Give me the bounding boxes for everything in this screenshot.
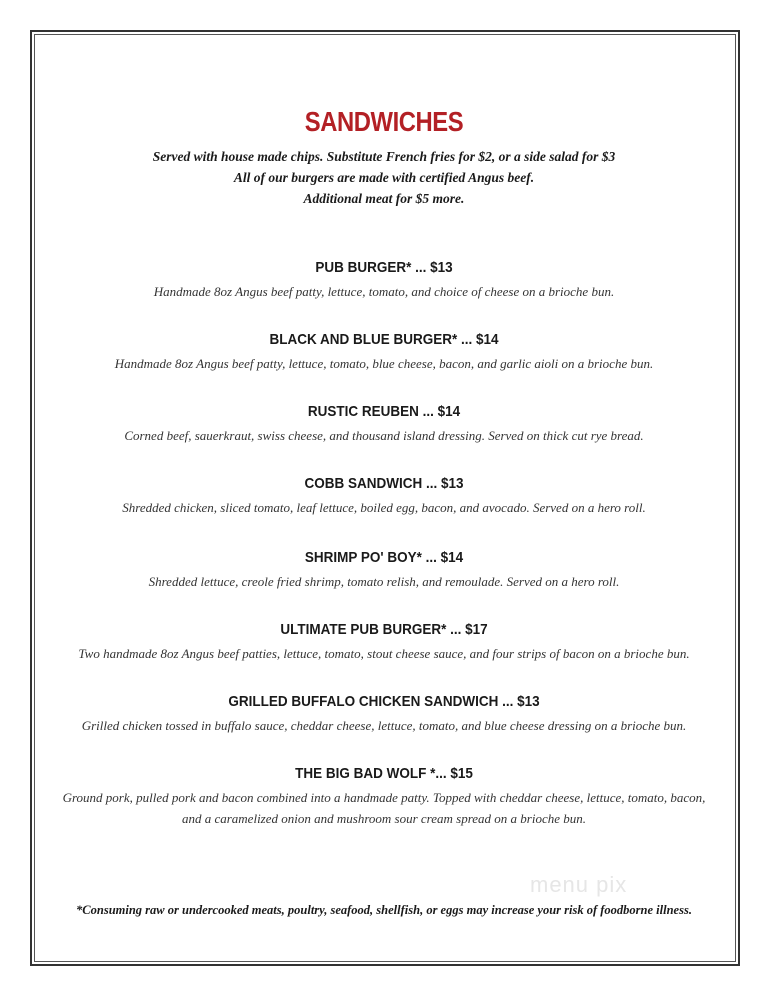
menu-item-name: RUSTIC REUBEN ... $14 [307,403,461,420]
menu-item-description: Shredded lettuce, creole fried shrimp, tomato relish, and remoulade. Served on a hero roll. [148,574,620,589]
menu-item-description-line: Ground pork, pulled pork and bacon combined into a handmade patty. Topped with cheddar cheese, lettuce, tomato, bacon, [62,790,706,805]
menu-item-description: Handmade 8oz Angus beef patty, lettuce, tomato, and choice of cheese on a brioche bun. [153,284,615,299]
subtitle-line: Additional meat for $5 more. [303,191,465,206]
food-safety-disclaimer: *Consuming raw or undercooked meats, poultry, seafood, shellfish, or eggs may increase your risk of foodborne illness. [76,903,692,917]
watermark-logo: menu pix [530,872,628,897]
subtitle-line: Served with house made chips. Substitute French fries for $2, or a side salad for $3 [152,149,616,164]
menu-item-rustic-reuben [40,402,728,446]
menu-item-description: Two handmade 8oz Angus beef patties, lettuce, tomato, stout cheese sauce, and four strips of bacon on a brioche bun. [78,646,690,661]
menu-item-name: SHRIMP PO' BOY* ... $14 [304,549,464,566]
menu-item-description: Shredded chicken, sliced tomato, leaf lettuce, boiled egg, bacon, and avocado. Served on a hero roll. [122,500,646,515]
menu-item-big-bad-wolf [40,764,728,829]
menu-item-description: Handmade 8oz Angus beef patty, lettuce, tomato, blue cheese, bacon, and garlic aioli on a brioche bun. [114,356,654,371]
menu-item-name: BLACK AND BLUE BURGER* ... $14 [269,331,499,348]
subtitle-line: All of our burgers are made with certified Angus beef. [233,170,535,185]
menu-item-name: THE BIG BAD WOLF *... $15 [295,765,473,782]
menu-item-pub-burger [40,258,728,302]
menu-item-black-and-blue-burger [40,330,728,374]
menu-item-ultimate-pub-burger [40,620,728,664]
menu-item-cobb-sandwich [40,474,728,518]
menu-item-name: ULTIMATE PUB BURGER* ... $17 [280,621,488,638]
menu-item-description: Grilled chicken tossed in buffalo sauce, cheddar cheese, lettuce, tomato, and blue cheese dressing on a brioche bun. [81,718,687,733]
menu-item-name: GRILLED BUFFALO CHICKEN SANDWICH ... $13 [228,693,540,710]
menu-item-name: COBB SANDWICH ... $13 [304,475,464,492]
menu-item-description [40,787,728,829]
menu-item-name: PUB BURGER* ... $13 [315,259,453,276]
menu-item-grilled-buffalo-chicken [40,692,728,736]
menu-item-shrimp-po-boy [40,548,728,592]
section-subtitle [0,146,768,209]
menu-item-description-line: and a caramelized onion and mushroom sour cream spread on a brioche bun. [181,811,587,826]
section-title: SANDWICHES [304,106,464,137]
menu-item-description: Corned beef, sauerkraut, swiss cheese, and thousand island dressing. Served on thick cut rye bread. [124,428,644,443]
